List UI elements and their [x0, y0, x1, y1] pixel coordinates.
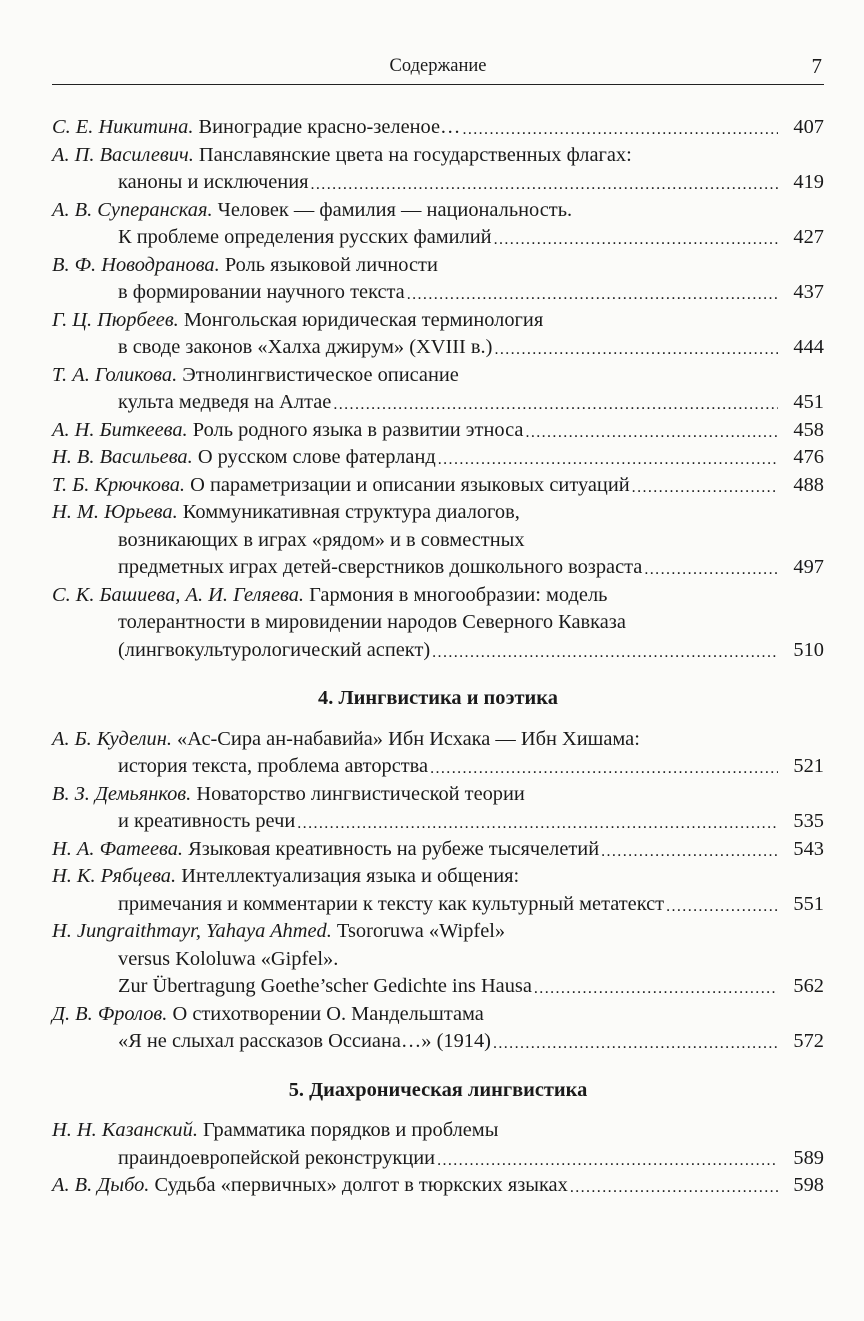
- dot-leader: [534, 975, 778, 1003]
- entry-title-line: предметных играх детей-сверстников дошкольного возраста: [118, 556, 643, 578]
- toc-line: [52, 973, 824, 1001]
- toc-line: [52, 389, 824, 417]
- toc-entry: [52, 197, 824, 252]
- table-of-contents: [52, 114, 824, 1200]
- toc-line: [52, 142, 824, 170]
- entry-page-number: 551: [793, 892, 824, 915]
- toc-entry: [52, 863, 824, 918]
- entry-title-line: Человек — фамилия — национальность.: [217, 198, 573, 221]
- toc-line: [52, 417, 824, 445]
- entry-title-line: примечания и комментарии к тексту как культурный метатекст: [118, 892, 665, 915]
- entry-title-line: Виноградие красно-зеленое…: [198, 116, 461, 138]
- entry-title-line: Tsororuwa «Wipfel»: [336, 920, 506, 942]
- entry-page-number: 419: [793, 171, 824, 193]
- toc-entry: [52, 252, 824, 307]
- toc-line: [52, 252, 824, 280]
- dot-leader: [297, 810, 778, 838]
- dot-leader: [525, 419, 778, 447]
- toc-line: [52, 836, 824, 864]
- entry-page-number: 427: [793, 226, 824, 248]
- toc-line: [52, 362, 824, 390]
- toc-line: [52, 918, 824, 946]
- entry-author: В. З. Демьянков.: [52, 782, 192, 805]
- entry-page-number: 543: [793, 837, 824, 860]
- entry-page-number: 589: [793, 1146, 824, 1169]
- toc-line: [52, 554, 824, 582]
- toc-line: [52, 307, 824, 335]
- toc-entry: [52, 472, 824, 500]
- entry-author: А. Б. Куделин.: [52, 727, 172, 750]
- toc-line: [52, 527, 824, 555]
- dot-leader: [666, 893, 778, 921]
- toc-line: [52, 1172, 824, 1200]
- entry-title-line: О параметризации и описании языковых ситуаций: [190, 473, 630, 496]
- toc-line: [52, 197, 824, 225]
- toc-line: [52, 1001, 824, 1029]
- entry-page-number: 535: [793, 810, 824, 832]
- toc-entry: [52, 1001, 824, 1056]
- toc-entry: [52, 1172, 824, 1200]
- entry-title-line: и креативность речи: [118, 810, 296, 832]
- toc-line: [52, 499, 824, 527]
- entry-author: А. П. Василевич.: [52, 143, 194, 166]
- entry-page-number: 510: [793, 638, 824, 661]
- dot-leader: [462, 116, 778, 144]
- entry-title-line: (лингвокультурологический аспект): [118, 638, 431, 661]
- entry-author: Н. А. Фатеева.: [52, 837, 183, 860]
- toc-line: [52, 444, 824, 472]
- entry-title-line: О стихотворении О. Мандельштама: [172, 1002, 484, 1025]
- entry-title-line: Этнолингвистическое описание: [182, 363, 459, 386]
- entry-title-line: толерантности в мировидении народов Северного Кавказа: [118, 611, 626, 633]
- entry-title-line: Судьба «первичных» долгот в тюркских языках: [154, 1174, 568, 1196]
- dot-leader: [438, 446, 778, 474]
- dot-leader: [430, 755, 778, 783]
- entry-author: А. В. Суперанская.: [52, 198, 213, 221]
- toc-line: [52, 946, 824, 974]
- toc-entry: [52, 582, 824, 665]
- entry-page-number: 572: [793, 1030, 824, 1052]
- toc-entry: [52, 444, 824, 472]
- section-heading: 4. Лингвистика и поэтика: [318, 687, 558, 709]
- entry-title-line: Гармония в многообразии: модель: [309, 583, 608, 606]
- entry-title-line: Монгольская юридическая терминология: [183, 308, 544, 331]
- entry-author: Т. А. Голикова.: [52, 363, 178, 386]
- entry-title-line: Коммуникативная структура диалогов,: [182, 501, 520, 523]
- toc-line: [52, 753, 824, 781]
- dot-leader: [437, 1147, 778, 1175]
- toc-line: [52, 114, 824, 142]
- entry-author: Т. Б. Крючкова.: [52, 473, 186, 496]
- entry-page-number: 444: [793, 336, 824, 358]
- toc-entry: [52, 417, 824, 445]
- toc-line: [52, 582, 824, 610]
- toc-entry: [52, 307, 824, 362]
- entry-title-line: К проблеме определения русских фамилий: [118, 226, 492, 248]
- entry-page-number: 407: [793, 116, 824, 138]
- page-number: 7: [811, 54, 822, 78]
- entry-author: В. Ф. Новодранова.: [52, 253, 220, 276]
- dot-leader: [570, 1174, 778, 1202]
- dot-leader: [311, 171, 779, 199]
- dot-leader: [644, 556, 778, 584]
- header-title: Содержание: [389, 56, 487, 76]
- toc-line: [52, 808, 824, 836]
- dot-leader: [632, 474, 778, 502]
- toc-entry: [52, 499, 824, 582]
- entry-title-line: Языковая креативность на рубеже тысячелетий: [188, 837, 600, 860]
- entry-author: Н. М. Юрьева.: [52, 501, 178, 523]
- dot-leader: [432, 639, 778, 667]
- entry-title-line: праиндоевропейской реконструкции: [118, 1146, 436, 1169]
- entry-title-line: Интеллектуализация языка и общения:: [181, 865, 520, 887]
- toc-line: [52, 1117, 824, 1145]
- entry-author: А. В. Дыбо.: [52, 1174, 150, 1196]
- entry-title-line: история текста, проблема авторства: [118, 755, 429, 777]
- dot-leader: [333, 391, 778, 419]
- entry-author: С. Е. Никитина.: [52, 116, 194, 138]
- entry-author: А. Н. Биткеева.: [52, 418, 188, 441]
- entry-author: С. К. Башиева, А. И. Геляева.: [52, 583, 305, 606]
- entry-title-line: Панславянские цвета на государственных флагах:: [198, 143, 632, 166]
- toc-line: [52, 609, 824, 637]
- entry-title-line: Грамматика порядков и проблемы: [203, 1119, 499, 1141]
- entry-page-number: 451: [793, 391, 824, 413]
- entry-title-line: «Ас-Сира ан-набавийа» Ибн Исхака — Ибн Хишама:: [177, 727, 640, 750]
- toc-line: [52, 863, 824, 891]
- entry-page-number: 476: [793, 446, 824, 468]
- toc-line: [52, 334, 824, 362]
- entry-title-line: культа медведя на Алтае: [118, 391, 332, 413]
- toc-entry: [52, 114, 824, 142]
- toc-entry: [52, 836, 824, 864]
- entry-title-line: в формировании научного текста: [118, 281, 405, 303]
- toc-line: [52, 224, 824, 252]
- entry-title-line: каноны и исключения: [118, 171, 309, 193]
- toc-line: [52, 781, 824, 809]
- dot-leader: [601, 838, 778, 866]
- entry-title-line: О русском слове фатерланд: [197, 446, 436, 468]
- toc-entry: [52, 726, 824, 781]
- entry-title-line: versus Kololuwa «Gipfel».: [118, 947, 339, 970]
- toc-entry: [52, 142, 824, 197]
- toc-line: [52, 279, 824, 307]
- entry-page-number: 598: [793, 1174, 824, 1196]
- entry-title-line: Роль языковой личности: [224, 253, 438, 276]
- entry-author: Н. К. Рябцева.: [52, 865, 177, 887]
- toc-line: [52, 1028, 824, 1056]
- entry-title-line: в своде законов «Халха джирум» (XVIII в.): [118, 336, 493, 358]
- entry-title-line: Новаторство лингвистической теории: [196, 782, 525, 805]
- toc-entry: [52, 781, 824, 836]
- entry-title-line: «Я не слыхал рассказов Оссиана…» (1914): [118, 1030, 491, 1052]
- toc-line: [52, 891, 824, 919]
- entry-page-number: 521: [793, 755, 824, 777]
- entry-author: Н. В. Васильева.: [52, 446, 193, 468]
- entry-author: Д. В. Фролов.: [52, 1002, 168, 1025]
- dot-leader: [407, 281, 778, 309]
- toc-line: [52, 726, 824, 754]
- toc-line: [52, 1145, 824, 1173]
- dot-leader: [494, 336, 778, 364]
- entry-author: Г. Ц. Пюрбеев.: [52, 308, 179, 331]
- dot-leader: [494, 226, 778, 254]
- entry-page-number: 458: [793, 418, 824, 441]
- entry-title-line: Zur Übertragung Goethe’scher Gedichte ins Hausa: [118, 975, 532, 997]
- entry-page-number: 562: [793, 975, 824, 997]
- toc-line: [52, 169, 824, 197]
- toc-entry: [52, 1117, 824, 1172]
- toc-line: [52, 637, 824, 665]
- toc-entry: [52, 918, 824, 1001]
- entry-title-line: Роль родного языка в развитии этноса: [192, 418, 524, 441]
- entry-page-number: 437: [793, 281, 824, 303]
- section-heading: 5. Диахроническая лингвистика: [288, 1078, 588, 1101]
- dot-leader: [493, 1030, 778, 1058]
- toc-line: [52, 472, 824, 500]
- entry-author: H. Jungraithmayr, Yahaya Ahmed.: [52, 920, 332, 942]
- entry-page-number: 497: [793, 556, 824, 578]
- running-header: [52, 56, 824, 85]
- entry-page-number: 488: [793, 473, 824, 496]
- entry-author: Н. Н. Казанский.: [52, 1119, 198, 1141]
- toc-entry: [52, 362, 824, 417]
- entry-title-line: возникающих в играх «рядом» и в совместных: [118, 528, 525, 551]
